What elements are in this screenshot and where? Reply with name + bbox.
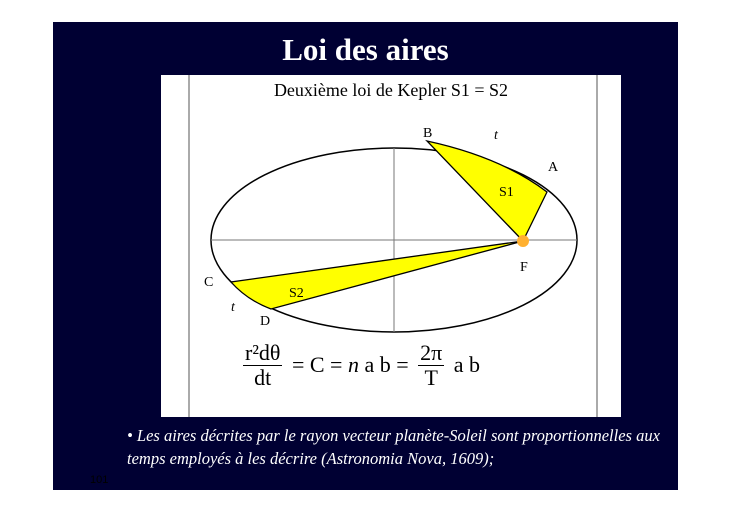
formula-rhs-numerator: 2π (420, 339, 443, 365)
label-t-bottom: t (231, 300, 235, 315)
label-s2: S2 (289, 286, 304, 301)
formula-tail: a b (448, 352, 481, 377)
label-f: F (520, 260, 528, 275)
figure-title: Deuxième loi de Kepler S1 = S2 (273, 80, 509, 100)
label-d: D (260, 314, 271, 329)
area-law-formula (239, 337, 480, 393)
area-s1-sector (427, 141, 547, 241)
formula-lhs-fraction (243, 341, 282, 390)
slide-title: Loi des aires (282, 32, 449, 67)
formula-middle-2: a b = (358, 352, 415, 377)
slide (53, 22, 678, 490)
label-c: C (204, 275, 214, 290)
formula-middle-1: = C = (286, 352, 348, 377)
formula-n: n (347, 352, 359, 377)
formula-rhs-denominator: T (424, 364, 438, 390)
formula-lhs-numerator: r²dθ (245, 339, 281, 365)
focus-sun-marker (517, 235, 529, 247)
label-s1: S1 (499, 185, 514, 200)
formula-lhs-denominator: dt (254, 364, 272, 390)
label-b: B (423, 126, 433, 141)
page-number: 101 (90, 474, 109, 486)
kepler-diagram (161, 75, 621, 417)
area-s2-sector (231, 241, 523, 309)
formula-rhs-fraction (418, 341, 444, 390)
slide-caption: • Les aires décrites par le rayon vecteur planète-Soleil sont proportionnelles aux temps employés à les décrire (Astronomia Nova, 1609); (127, 426, 660, 468)
label-a: A (548, 160, 559, 175)
label-t-top: t (494, 128, 498, 143)
